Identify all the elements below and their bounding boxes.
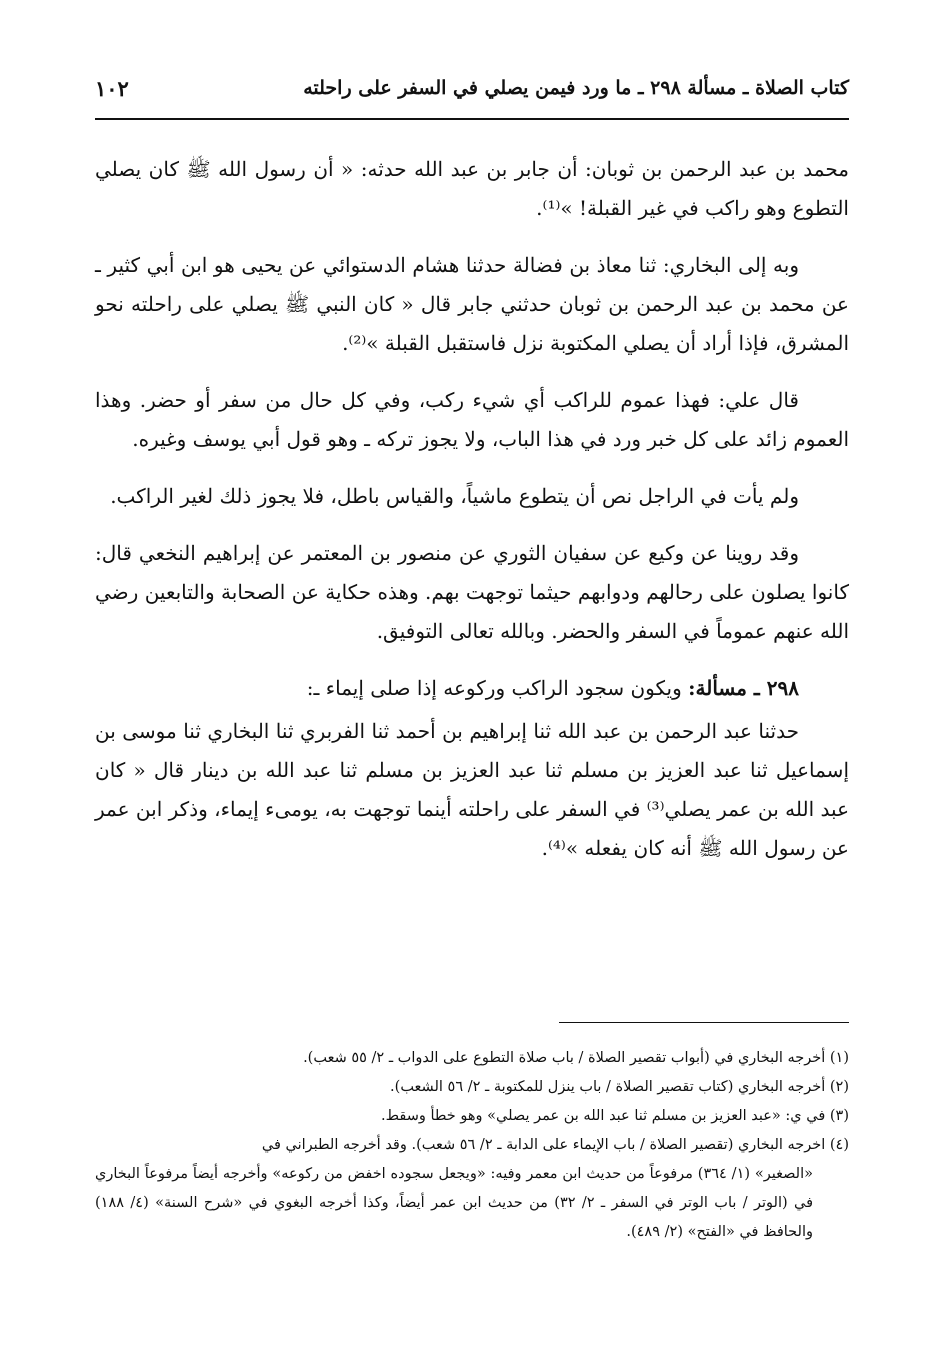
- issue-text: ويكون سجود الراكب وركوعه إذا صلى إيماء ـ:: [306, 676, 682, 700]
- footnote-4: (٤) اخرجه البخاري (تقصير الصلاة / باب الإيماء على الدابة ـ ٢/ ٥٦ شعب). وقد أخرجه الطبراني في: [261, 1137, 849, 1153]
- document-page: [95, 0, 849, 1371]
- page-header: [95, 72, 849, 104]
- paragraph-1: محمد بن عبد الرحمن بن ثوبان: أن جابر بن عبد الله حدثه: « أن رسول الله ﷺ كان يصلي التطوع وهو راكب في غير القبلة! »⁽¹⁾.: [95, 157, 849, 220]
- paragraph-5: وقد روينا عن وكيع عن سفيان الثوري عن منصور بن المعتمر عن إبراهيم النخعي قال: كانوا يصلون على رحالهم ودوابهم حيثما توجهت بهم. وهذه حكاية عن الصحابة والتابعين رضي الله عنهم عموماً في السفر والحضر. وبالله تعالى التوفيق.: [95, 541, 849, 643]
- paragraph-2: وبه إلى البخاري: ثنا معاذ بن فضالة حدثنا هشام الدستوائي عن يحيى هو ابن أبي كثير ـ عن محمد بن عبد الرحمن بن ثوبان حدثني جابر قال « كان النبي ﷺ يصلي على راحلته نحو المشرق، فإذا أراد أن يصلي المكتوبة نزل فاستقبل القبلة »⁽²⁾.: [95, 253, 849, 355]
- running-title: كتاب الصلاة ـ مسألة ٢٩٨ ـ ما ورد فيمن يصلي في السفر على راحلته: [303, 77, 849, 99]
- footnote-2: (٢) أخرجه البخاري (كتاب تقصير الصلاة / باب ينزل للمكتوبة ـ ٢/ ٥٦ الشعب).: [390, 1079, 849, 1095]
- paragraph-3: قال علي: فهذا عموم للراكب أي شيء ركب، وفي كل حال من سفر أو حضر. وهذا العموم زائد على كل خبر ورد في هذا الباب، ولا يجوز تركه ـ وهو قول أبي يوسف وغيره.: [95, 388, 849, 451]
- page-number: ١٠٢: [95, 75, 129, 101]
- main-text: [95, 150, 849, 886]
- footnote-3: (٣) في ي: «عبد العزيز بن مسلم ثنا عبد الله بن عمر يصلي» وهو خطأ وسقط.: [381, 1108, 849, 1124]
- paragraph-4: ولم يأت في الراجل نص أن يتطوع ماشياً، والقياس باطل، فلا يجوز ذلك لغير الراكب.: [110, 484, 799, 508]
- footnote-rule: [559, 1022, 849, 1023]
- issue-heading: [95, 669, 849, 708]
- footnote-4-continuation: «الصغير» (١/ ٣٦٤) مرفوعاً من حديث ابن معمر وفيه: «ويجعل سجوده اخفض من ركوعه» وأخرجه أيضاً مرفوعاً البخاري في (الوتر / باب الوتر في السفر ـ ٢/ ٣٢) من حديث ابن عمر أيضاً، وكذا أخرجه البغوي في «شرح السنة» (٤/ ١٨٨) والحافظ في «الفتح» (٢/ ٤٨٩).: [95, 1166, 814, 1240]
- issue-number: ٢٩٨ ـ مسألة:: [688, 676, 799, 700]
- footnote-1: (١) أخرجه البخاري في (أبواب تقصير الصلاة / باب صلاة التطوع على الدواب ـ ٢/ ٥٥ شعب).: [303, 1050, 849, 1066]
- footnotes: [95, 1044, 849, 1247]
- header-rule: [95, 118, 849, 120]
- paragraph-6: حدثنا عبد الرحمن بن عبد الله ثنا إبراهيم بن أحمد ثنا الفربري ثنا البخاري ثنا موسى بن إسماعيل ثنا عبد العزيز بن مسلم ثنا عبد العزيز بن مسلم ثنا عبد الله بن دينار قال « كان عبد الله بن عمر يصلي⁽³⁾ في السفر على راحلته أينما توجهت به، يومىء إيماء، وذكر ابن عمر عن رسول الله ﷺ أنه كان يفعله »⁽⁴⁾.: [95, 719, 849, 860]
